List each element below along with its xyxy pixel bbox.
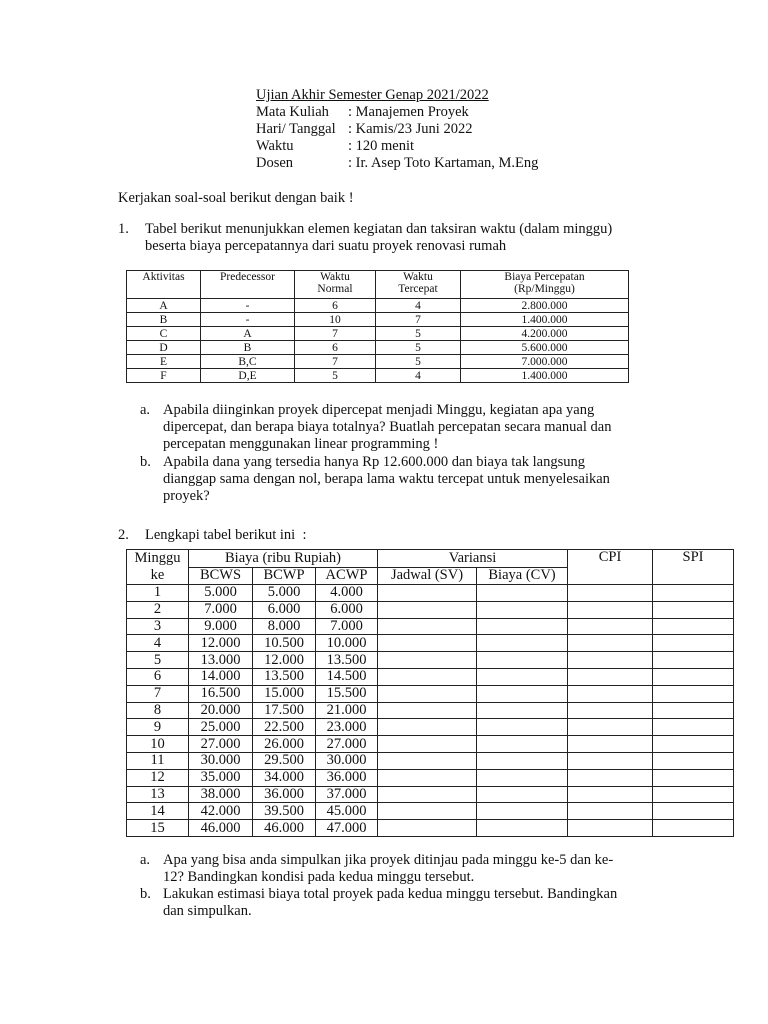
activity-cell: B <box>201 341 295 355</box>
activity-cell: - <box>201 299 295 313</box>
progress-row <box>127 601 734 618</box>
empty-answer-cell <box>378 719 477 736</box>
activity-cell: F <box>127 369 201 383</box>
empty-answer-cell <box>568 769 653 786</box>
empty-answer-cell <box>378 769 477 786</box>
empty-answer-cell <box>477 820 568 837</box>
progress-row <box>127 736 734 753</box>
cost-cell: 46.000 <box>189 820 253 837</box>
col-variansi-group: Variansi <box>378 550 568 568</box>
activity-cell: 10 <box>295 313 376 327</box>
cost-cell: 25.000 <box>189 719 253 736</box>
empty-answer-cell <box>568 752 653 769</box>
activity-cell: 4 <box>376 369 461 383</box>
col-waktu-normal: Waktu Normal <box>295 271 376 299</box>
activity-row <box>127 369 629 383</box>
col-cpi: CPI <box>568 550 653 585</box>
week-cell: 9 <box>127 719 189 736</box>
cost-cell: 12.000 <box>253 652 316 669</box>
activity-cell: D,E <box>201 369 295 383</box>
cost-cell: 8.000 <box>253 618 316 635</box>
q2-number: 2. <box>118 527 129 543</box>
col-aktivitas: Aktivitas <box>127 271 201 299</box>
empty-answer-cell <box>477 652 568 669</box>
cost-cell: 15.500 <box>316 685 378 702</box>
cost-cell: 6.000 <box>316 601 378 618</box>
empty-answer-cell <box>653 786 734 803</box>
empty-answer-cell <box>378 668 477 685</box>
activity-cell: - <box>201 313 295 327</box>
exam-title: Ujian Akhir Semester Genap 2021/2022 <box>256 87 489 103</box>
activity-row <box>127 327 629 341</box>
activity-cell: 7 <box>295 327 376 341</box>
empty-answer-cell <box>568 702 653 719</box>
col-minggu: Minggu ke <box>127 550 189 585</box>
empty-answer-cell <box>568 652 653 669</box>
col-predecessor: Predecessor <box>201 271 295 299</box>
empty-answer-cell <box>653 769 734 786</box>
empty-answer-cell <box>378 652 477 669</box>
q2-sub-a: a. Apa yang bisa anda simpulkan jika proyek ditinjau pada minggu ke-5 dan ke- 12? Bandingkan kondisi pada kedua minggu tersebut. <box>140 852 614 885</box>
cost-cell: 39.500 <box>253 803 316 820</box>
progress-row <box>127 652 734 669</box>
cost-cell: 37.000 <box>316 786 378 803</box>
progress-row <box>127 820 734 837</box>
activity-cell: D <box>127 341 201 355</box>
header-row-date: Hari/ Tanggal : Kamis/23 Juni 2022 <box>256 121 473 137</box>
cost-cell: 46.000 <box>253 820 316 837</box>
exam-header <box>256 87 538 172</box>
q1-number: 1. <box>118 221 129 237</box>
cost-cell: 30.000 <box>189 752 253 769</box>
empty-answer-cell <box>477 719 568 736</box>
cost-cell: 27.000 <box>189 736 253 753</box>
cost-cell: 13.500 <box>316 652 378 669</box>
q2-subquestions <box>140 852 660 920</box>
week-cell: 4 <box>127 635 189 652</box>
week-cell: 11 <box>127 752 189 769</box>
cost-cell: 36.000 <box>316 769 378 786</box>
activity-cell: A <box>127 299 201 313</box>
cost-cell: 29.500 <box>253 752 316 769</box>
activity-cell: 5 <box>376 355 461 369</box>
cost-cell: 10.000 <box>316 635 378 652</box>
progress-row <box>127 702 734 719</box>
empty-answer-cell <box>378 786 477 803</box>
empty-answer-cell <box>653 803 734 820</box>
col-acwp: ACWP <box>316 567 378 585</box>
cost-cell: 22.500 <box>253 719 316 736</box>
activity-cell: 7 <box>376 313 461 327</box>
cost-cell: 26.000 <box>253 736 316 753</box>
empty-answer-cell <box>568 685 653 702</box>
activity-row <box>127 341 629 355</box>
empty-answer-cell <box>378 585 477 602</box>
empty-answer-cell <box>378 618 477 635</box>
q2-text: Lengkapi tabel berikut ini : <box>145 527 307 543</box>
empty-answer-cell <box>653 702 734 719</box>
empty-answer-cell <box>568 786 653 803</box>
week-cell: 7 <box>127 685 189 702</box>
empty-answer-cell <box>378 736 477 753</box>
empty-answer-cell <box>653 752 734 769</box>
cost-cell: 5.000 <box>253 585 316 602</box>
instruction-text: Kerjakan soal-soal berikut dengan baik ! <box>118 190 354 206</box>
activity-cell: B,C <box>201 355 295 369</box>
activity-cell: 5.600.000 <box>461 341 629 355</box>
col-biaya-group: Biaya (ribu Rupiah) <box>189 550 378 568</box>
header-row-course: Mata Kuliah : Manajemen Proyek <box>256 104 469 120</box>
cost-cell: 16.500 <box>189 685 253 702</box>
empty-answer-cell <box>568 736 653 753</box>
cost-cell: 13.500 <box>253 668 316 685</box>
activity-cell: 4.200.000 <box>461 327 629 341</box>
col-waktu-tercepat: Waktu Tercepat <box>376 271 461 299</box>
cost-cell: 45.000 <box>316 803 378 820</box>
activity-cell: 5 <box>376 341 461 355</box>
empty-answer-cell <box>568 820 653 837</box>
empty-answer-cell <box>653 820 734 837</box>
progress-row <box>127 585 734 602</box>
cost-cell: 27.000 <box>316 736 378 753</box>
cost-cell: 7.000 <box>189 601 253 618</box>
cost-cell: 35.000 <box>189 769 253 786</box>
progress-row <box>127 719 734 736</box>
q1-sub-a: a. Apabila diinginkan proyek dipercepat menjadi Minggu, kegiatan apa yang dipercepat, dan berapa biaya totalnya? Buatlah percepatan secara manual dan percepatan menggunakan linear programming ! <box>140 402 612 452</box>
col-cv: Biaya (CV) <box>477 567 568 585</box>
empty-answer-cell <box>477 803 568 820</box>
empty-answer-cell <box>378 752 477 769</box>
empty-answer-cell <box>477 786 568 803</box>
empty-answer-cell <box>477 752 568 769</box>
cost-cell: 47.000 <box>316 820 378 837</box>
cost-cell: 14.000 <box>189 668 253 685</box>
empty-answer-cell <box>568 668 653 685</box>
empty-answer-cell <box>568 719 653 736</box>
cost-cell: 42.000 <box>189 803 253 820</box>
activity-cell: 6 <box>295 299 376 313</box>
empty-answer-cell <box>568 618 653 635</box>
progress-table <box>126 549 734 837</box>
week-cell: 3 <box>127 618 189 635</box>
empty-answer-cell <box>568 585 653 602</box>
col-biaya-percepatan: Biaya Percepatan (Rp/Minggu) <box>461 271 629 299</box>
activity-cell: C <box>127 327 201 341</box>
empty-answer-cell <box>653 618 734 635</box>
empty-answer-cell <box>477 702 568 719</box>
empty-answer-cell <box>653 685 734 702</box>
progress-row <box>127 668 734 685</box>
empty-answer-cell <box>378 803 477 820</box>
progress-row <box>127 769 734 786</box>
col-spi: SPI <box>653 550 734 585</box>
week-cell: 5 <box>127 652 189 669</box>
activity-cell: 2.800.000 <box>461 299 629 313</box>
empty-answer-cell <box>568 635 653 652</box>
week-cell: 8 <box>127 702 189 719</box>
col-bcwp: BCWP <box>253 567 316 585</box>
activity-table-header <box>127 271 629 299</box>
cost-cell: 10.500 <box>253 635 316 652</box>
empty-answer-cell <box>653 668 734 685</box>
activity-row <box>127 313 629 327</box>
progress-table-header-1 <box>127 550 734 568</box>
empty-answer-cell <box>568 803 653 820</box>
week-cell: 1 <box>127 585 189 602</box>
empty-answer-cell <box>477 685 568 702</box>
empty-answer-cell <box>477 601 568 618</box>
week-cell: 6 <box>127 668 189 685</box>
activity-cell: 1.400.000 <box>461 369 629 383</box>
empty-answer-cell <box>477 769 568 786</box>
activity-cell: 7 <box>295 355 376 369</box>
week-cell: 10 <box>127 736 189 753</box>
cost-cell: 6.000 <box>253 601 316 618</box>
header-row-time: Waktu : 120 menit <box>256 138 415 154</box>
cost-cell: 9.000 <box>189 618 253 635</box>
empty-answer-cell <box>653 719 734 736</box>
activity-cell: 5 <box>376 327 461 341</box>
week-cell: 15 <box>127 820 189 837</box>
activity-cell: 1.400.000 <box>461 313 629 327</box>
cost-cell: 13.000 <box>189 652 253 669</box>
col-bcws: BCWS <box>189 567 253 585</box>
progress-row <box>127 635 734 652</box>
cost-cell: 36.000 <box>253 786 316 803</box>
q1-text: Tabel berikut menunjukkan elemen kegiatan dan taksiran waktu (dalam minggu) beserta biaya percepatannya dari suatu proyek renovasi rumah <box>145 221 613 254</box>
activity-cell: A <box>201 327 295 341</box>
empty-answer-cell <box>378 685 477 702</box>
progress-row <box>127 685 734 702</box>
col-sv: Jadwal (SV) <box>378 567 477 585</box>
cost-cell: 34.000 <box>253 769 316 786</box>
cost-cell: 30.000 <box>316 752 378 769</box>
cost-cell: 20.000 <box>189 702 253 719</box>
activity-cell: E <box>127 355 201 369</box>
activity-cell: 7.000.000 <box>461 355 629 369</box>
activity-cell: B <box>127 313 201 327</box>
week-cell: 14 <box>127 803 189 820</box>
empty-answer-cell <box>477 635 568 652</box>
activity-cell: 5 <box>295 369 376 383</box>
week-cell: 12 <box>127 769 189 786</box>
cost-cell: 38.000 <box>189 786 253 803</box>
progress-row <box>127 618 734 635</box>
cost-cell: 17.500 <box>253 702 316 719</box>
cost-cell: 14.500 <box>316 668 378 685</box>
cost-cell: 4.000 <box>316 585 378 602</box>
q2-sub-b: b. Lakukan estimasi biaya total proyek pada kedua minggu tersebut. Bandingkan dan simpulkan. <box>140 886 618 919</box>
header-row-lecturer: Dosen : Ir. Asep Toto Kartaman, M.Eng <box>256 155 539 171</box>
cost-cell: 15.000 <box>253 685 316 702</box>
activity-cell: 6 <box>295 341 376 355</box>
empty-answer-cell <box>653 736 734 753</box>
cost-cell: 7.000 <box>316 618 378 635</box>
empty-answer-cell <box>568 601 653 618</box>
empty-answer-cell <box>378 635 477 652</box>
progress-row <box>127 803 734 820</box>
empty-answer-cell <box>378 702 477 719</box>
week-cell: 13 <box>127 786 189 803</box>
empty-answer-cell <box>378 820 477 837</box>
empty-answer-cell <box>653 635 734 652</box>
q1-subquestions <box>140 402 660 505</box>
activity-row <box>127 299 629 313</box>
cost-cell: 21.000 <box>316 702 378 719</box>
empty-answer-cell <box>477 618 568 635</box>
cost-cell: 12.000 <box>189 635 253 652</box>
activity-row <box>127 355 629 369</box>
empty-answer-cell <box>378 601 477 618</box>
empty-answer-cell <box>653 652 734 669</box>
empty-answer-cell <box>477 736 568 753</box>
activity-table <box>126 270 629 383</box>
q1-sub-b: b. Apabila dana yang tersedia hanya Rp 12.600.000 dan biaya tak langsung dianggap sama dengan nol, berapa lama waktu tercepat untuk menyelesaikan proyek? <box>140 454 610 504</box>
empty-answer-cell <box>653 601 734 618</box>
activity-cell: 4 <box>376 299 461 313</box>
cost-cell: 23.000 <box>316 719 378 736</box>
progress-row <box>127 786 734 803</box>
empty-answer-cell <box>477 585 568 602</box>
empty-answer-cell <box>477 668 568 685</box>
empty-answer-cell <box>653 585 734 602</box>
cost-cell: 5.000 <box>189 585 253 602</box>
progress-row <box>127 752 734 769</box>
week-cell: 2 <box>127 601 189 618</box>
